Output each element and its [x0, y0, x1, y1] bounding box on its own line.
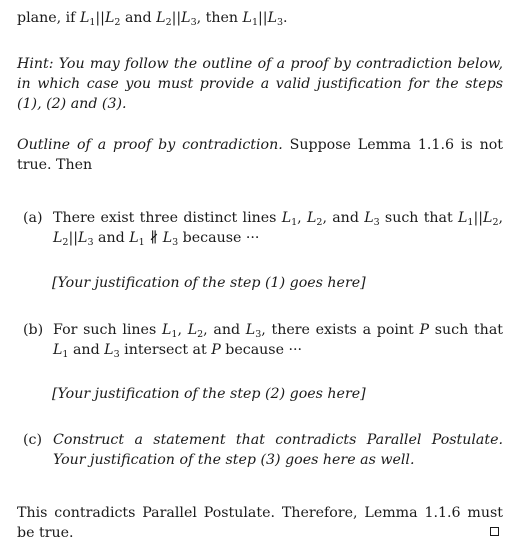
step-text: and [93, 230, 130, 246]
step-text: such that [379, 210, 458, 226]
math-sub: 3 [87, 237, 94, 248]
step-b-justification-placeholder: [Your justification of the step (2) goes here] [52, 386, 366, 402]
math-point: P [419, 322, 430, 338]
step-text: and [68, 342, 105, 358]
parallel-symbol: || [68, 230, 79, 246]
opening-line [17, 8, 503, 28]
step-b-label: (b) [23, 322, 44, 338]
math-sub: 3 [113, 349, 120, 360]
math-sub: 1 [62, 349, 69, 360]
parallel-symbol: || [171, 10, 182, 26]
step-b [17, 320, 503, 360]
step-b-text [53, 320, 503, 360]
step-text: For such lines [53, 322, 162, 338]
step-a-label: (a) [23, 210, 43, 226]
math-sub: 2 [316, 217, 323, 228]
hint-label: Hint: [17, 56, 54, 72]
step-text: , and [322, 210, 365, 226]
math-sub: 1 [291, 217, 298, 228]
math-sub: 3 [373, 217, 380, 228]
math-L: L [78, 230, 88, 246]
step-c-text: Construct a statement that contradicts Parallel Postulate. Your justification of the step (3) goes here as well. [53, 432, 503, 468]
math-L: L [104, 342, 114, 358]
step-text: , there exists a point [261, 322, 420, 338]
math-L: L [79, 10, 90, 26]
math-L: L [156, 10, 166, 26]
math-L: L [242, 10, 252, 26]
closing-paragraph: This contradicts Parallel Postulate. Therefore, Lemma 1.1.6 must be true. [17, 505, 503, 541]
math-L: L [104, 10, 115, 26]
parallel-symbol: || [258, 10, 268, 26]
step-text: , [177, 322, 188, 338]
math-sub: 2 [197, 329, 204, 340]
math-L: L [281, 210, 292, 226]
math-sub: 1 [138, 237, 145, 248]
outline-label: Outline of a proof by contradiction. [17, 137, 283, 153]
step-text: , [498, 210, 503, 226]
opening-text: . [283, 10, 288, 26]
step-text: such that [429, 322, 503, 338]
math-L: L [267, 10, 277, 26]
math-L: L [457, 210, 468, 226]
math-sub: 1 [171, 329, 178, 340]
step-a-text [53, 208, 503, 248]
step-text: There exist three distinct lines [53, 210, 282, 226]
math-L: L [245, 322, 256, 338]
step-c-label: (c) [23, 432, 43, 448]
step-text: because ··· [220, 342, 303, 358]
math-sub: 2 [492, 217, 499, 228]
step-text: intersect at [119, 342, 212, 358]
opening-text: plane, if [17, 10, 80, 26]
math-sub: 1 [251, 17, 259, 28]
math-sub: 2 [165, 17, 172, 28]
math-L: L [181, 10, 191, 26]
math-L: L [306, 210, 317, 226]
opening-text: and [120, 10, 157, 26]
parallel-symbol: || [473, 210, 484, 226]
math-L: L [483, 210, 493, 226]
step-text: , and [203, 322, 246, 338]
step-a [17, 208, 503, 248]
math-sub: 2 [114, 17, 121, 28]
math-sub: 3 [172, 237, 179, 248]
qed-square-icon [490, 527, 499, 536]
math-L: L [53, 342, 63, 358]
parallel-symbol: || [95, 10, 105, 26]
math-L: L [187, 322, 198, 338]
hint-text: You may follow the outline of a proof by contradiction below, in which case you must provide a valid justification for the steps (1), (2) and (3). [17, 56, 503, 112]
math-sub: 3 [190, 17, 197, 28]
step-text: because ··· [178, 230, 260, 246]
outline-text: Suppose Lemma 1.1.6 is not true. Then [17, 137, 503, 173]
math-L: L [129, 230, 139, 246]
math-L: L [161, 322, 172, 338]
opening-text: , then [196, 10, 243, 26]
math-sub: 3 [277, 17, 284, 28]
math-sub: 1 [467, 217, 474, 228]
math-sub: 1 [89, 17, 96, 28]
step-text: , [297, 210, 307, 226]
hint-paragraph [17, 54, 503, 114]
math-sub: 3 [255, 329, 262, 340]
math-L: L [162, 230, 173, 246]
not-parallel-symbol: ∦ [149, 230, 159, 246]
step-c [17, 430, 503, 470]
math-L: L [53, 230, 63, 246]
outline-paragraph [17, 135, 503, 175]
math-L: L [364, 210, 374, 226]
math-point: P [211, 342, 221, 358]
step-a-justification-placeholder: [Your justification of the step (1) goes here] [52, 275, 366, 291]
math-sub: 2 [62, 237, 69, 248]
